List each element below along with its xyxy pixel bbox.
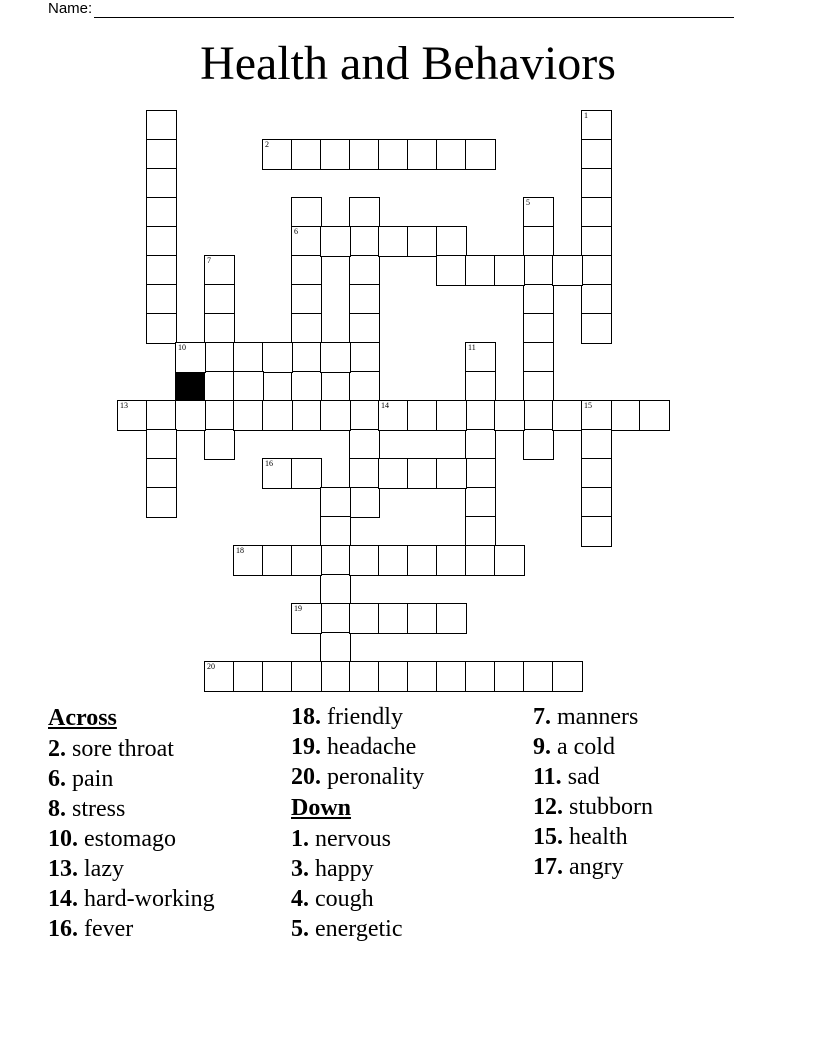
clue-item bbox=[533, 852, 653, 882]
grid-cell[interactable] bbox=[291, 226, 322, 257]
grid-cell[interactable] bbox=[320, 226, 351, 257]
page-title: Health and Behaviors bbox=[200, 37, 616, 90]
grid-cell[interactable] bbox=[407, 545, 438, 576]
grid-cell[interactable] bbox=[204, 313, 235, 344]
grid-cell[interactable] bbox=[262, 342, 293, 373]
clue-num: 6. bbox=[48, 766, 66, 792]
grid-cell[interactable] bbox=[378, 226, 409, 257]
grid-cell[interactable] bbox=[581, 110, 612, 141]
grid-cell[interactable] bbox=[262, 458, 293, 489]
clue-item bbox=[533, 702, 653, 732]
grid-cell[interactable] bbox=[146, 429, 177, 460]
grid-cell[interactable] bbox=[523, 284, 554, 315]
grid-cell[interactable] bbox=[378, 661, 409, 692]
grid-cell[interactable] bbox=[610, 400, 641, 431]
clue-item bbox=[291, 914, 424, 944]
clue-num: 16. bbox=[48, 916, 78, 942]
clue-item bbox=[48, 884, 215, 914]
clue-item bbox=[533, 822, 653, 852]
clue-item bbox=[533, 732, 653, 762]
clue-number-6: 6 bbox=[294, 227, 298, 236]
clue-item bbox=[533, 762, 653, 792]
name-label: Name: bbox=[48, 0, 93, 17]
grid-cell[interactable] bbox=[349, 603, 380, 634]
clue-num: 8. bbox=[48, 796, 66, 822]
grid-cell[interactable] bbox=[320, 400, 351, 431]
grid-cell[interactable] bbox=[204, 429, 235, 460]
grid-cell[interactable] bbox=[552, 400, 583, 431]
grid-cell[interactable] bbox=[117, 400, 148, 431]
clue-num: 3. bbox=[291, 856, 309, 882]
grid-cell[interactable] bbox=[523, 342, 554, 373]
clue-item bbox=[48, 914, 215, 944]
grid-cell[interactable] bbox=[146, 226, 177, 257]
clue-text: health bbox=[569, 824, 628, 850]
grid-cell[interactable] bbox=[146, 487, 177, 518]
clue-text: angry bbox=[569, 854, 624, 880]
grid-cell[interactable] bbox=[581, 139, 612, 170]
grid-cell[interactable] bbox=[320, 139, 351, 170]
clue-num: 19. bbox=[291, 734, 321, 760]
grid-cell[interactable] bbox=[291, 139, 322, 170]
clue-item bbox=[291, 762, 424, 792]
grid-cell[interactable] bbox=[407, 400, 438, 431]
clue-item bbox=[533, 792, 653, 822]
grid-cell[interactable] bbox=[407, 139, 438, 170]
clue-text: pain bbox=[72, 766, 114, 792]
grid-cell[interactable] bbox=[581, 255, 612, 286]
grid-cell[interactable] bbox=[349, 545, 380, 576]
grid-cell[interactable] bbox=[175, 400, 206, 431]
grid-cell[interactable] bbox=[349, 255, 380, 286]
grid-cell[interactable] bbox=[320, 661, 351, 692]
clue-item bbox=[48, 734, 215, 764]
grid-cell[interactable] bbox=[465, 458, 496, 489]
grid-cell[interactable] bbox=[494, 545, 525, 576]
grid-cell[interactable] bbox=[523, 197, 554, 228]
grid-cell[interactable] bbox=[320, 516, 351, 547]
clue-num: 13. bbox=[48, 856, 78, 882]
grid-cell[interactable] bbox=[349, 371, 380, 402]
grid-cell[interactable] bbox=[523, 429, 554, 460]
grid-cell[interactable] bbox=[204, 371, 235, 402]
clue-text: fever bbox=[84, 916, 134, 942]
clue-text: hard-working bbox=[84, 886, 215, 912]
clue-column-1 bbox=[48, 702, 215, 944]
grid-cell[interactable] bbox=[465, 487, 496, 518]
grid-cell[interactable] bbox=[291, 458, 322, 489]
grid-cell[interactable] bbox=[465, 255, 496, 286]
clue-text: happy bbox=[315, 856, 374, 882]
grid-cell[interactable] bbox=[320, 487, 351, 518]
grid-cell[interactable] bbox=[291, 197, 322, 228]
grid-cell[interactable] bbox=[581, 487, 612, 518]
grid-cell[interactable] bbox=[291, 284, 322, 315]
grid-cell[interactable] bbox=[581, 516, 612, 547]
clue-text: estomago bbox=[84, 826, 176, 852]
clue-number-20: 20 bbox=[207, 662, 215, 671]
clue-num: 4. bbox=[291, 886, 309, 912]
clue-item bbox=[48, 824, 215, 854]
grid-cell[interactable] bbox=[204, 255, 235, 286]
grid-cell[interactable] bbox=[262, 545, 293, 576]
grid-cell[interactable] bbox=[581, 284, 612, 315]
grid-cell[interactable] bbox=[146, 458, 177, 489]
grid-cell[interactable] bbox=[349, 400, 380, 431]
grid-cell[interactable] bbox=[349, 313, 380, 344]
clue-item bbox=[291, 824, 424, 854]
clue-item bbox=[291, 884, 424, 914]
grid-cell[interactable] bbox=[436, 661, 467, 692]
clue-heading-across: Across bbox=[48, 705, 117, 731]
grid-cell[interactable] bbox=[494, 661, 525, 692]
grid-cell[interactable] bbox=[436, 226, 467, 257]
grid-cell[interactable] bbox=[349, 661, 380, 692]
grid-cell[interactable] bbox=[465, 661, 496, 692]
grid-cell[interactable] bbox=[320, 632, 351, 663]
grid-cell[interactable] bbox=[320, 545, 351, 576]
clue-number-7: 7 bbox=[207, 256, 211, 265]
grid-cell[interactable] bbox=[146, 197, 177, 228]
grid-cell[interactable] bbox=[349, 284, 380, 315]
grid-cell[interactable] bbox=[581, 313, 612, 344]
grid-cell[interactable] bbox=[291, 342, 322, 373]
grid-cell[interactable] bbox=[436, 603, 467, 634]
grid-cell[interactable] bbox=[146, 284, 177, 315]
grid-cell[interactable] bbox=[523, 371, 554, 402]
grid-cell[interactable] bbox=[552, 255, 583, 286]
grid-cell[interactable] bbox=[204, 661, 235, 692]
clue-heading-down: Down bbox=[291, 795, 352, 821]
clue-number-18: 18 bbox=[236, 546, 244, 555]
grid-cell[interactable] bbox=[146, 168, 177, 199]
clue-item bbox=[291, 732, 424, 762]
clue-num: 1. bbox=[291, 826, 309, 852]
clue-text: stress bbox=[72, 796, 126, 822]
grid-cell[interactable] bbox=[233, 371, 264, 402]
clue-text: lazy bbox=[84, 856, 124, 882]
clue-num: 12. bbox=[533, 794, 563, 820]
grid-cell[interactable] bbox=[436, 139, 467, 170]
grid-cell[interactable] bbox=[407, 458, 438, 489]
grid-cell[interactable] bbox=[494, 400, 525, 431]
grid-cell[interactable] bbox=[233, 661, 264, 692]
grid-cell[interactable] bbox=[494, 255, 525, 286]
grid-cell[interactable] bbox=[581, 429, 612, 460]
grid-cell[interactable] bbox=[523, 313, 554, 344]
clue-text: peronality bbox=[327, 764, 425, 790]
grid-cell[interactable] bbox=[146, 139, 177, 170]
grid-cell[interactable] bbox=[523, 400, 554, 431]
grid-cell[interactable] bbox=[204, 400, 235, 431]
grid-cell[interactable] bbox=[465, 371, 496, 402]
grid-cell[interactable] bbox=[523, 661, 554, 692]
grid-cell[interactable] bbox=[262, 661, 293, 692]
clue-num: 7. bbox=[533, 704, 551, 730]
grid-cell[interactable] bbox=[291, 603, 322, 634]
grid-cell[interactable] bbox=[349, 487, 380, 518]
grid-cell[interactable] bbox=[436, 400, 467, 431]
grid-cell[interactable] bbox=[407, 603, 438, 634]
clue-text: stubborn bbox=[569, 794, 653, 820]
grid-cell[interactable] bbox=[204, 342, 235, 373]
grid-cell[interactable] bbox=[378, 545, 409, 576]
clue-number-19: 19 bbox=[294, 604, 302, 613]
clue-num: 2. bbox=[48, 736, 66, 762]
clue-item bbox=[291, 854, 424, 884]
grid-cell[interactable] bbox=[262, 400, 293, 431]
clue-text: headache bbox=[327, 734, 417, 760]
grid-cell[interactable] bbox=[233, 342, 264, 373]
grid-cell[interactable] bbox=[581, 400, 612, 431]
grid-cell[interactable] bbox=[378, 139, 409, 170]
grid-cell[interactable] bbox=[233, 400, 264, 431]
grid-cell[interactable] bbox=[407, 226, 438, 257]
clue-num: 5. bbox=[291, 916, 309, 942]
grid-cell[interactable] bbox=[378, 603, 409, 634]
clue-number-10: 10 bbox=[178, 343, 186, 352]
clue-number-2: 2 bbox=[265, 140, 269, 149]
grid-cell[interactable] bbox=[291, 371, 322, 402]
grid-cell[interactable] bbox=[291, 545, 322, 576]
clue-num: 14. bbox=[48, 886, 78, 912]
grid-cell[interactable] bbox=[465, 400, 496, 431]
grid-cell[interactable] bbox=[146, 400, 177, 431]
clue-number-16: 16 bbox=[265, 459, 273, 468]
grid-cell[interactable] bbox=[523, 255, 554, 286]
clue-text: sad bbox=[567, 764, 600, 790]
clue-item bbox=[48, 764, 215, 794]
grid-cell[interactable] bbox=[349, 342, 380, 373]
grid-cell[interactable] bbox=[349, 197, 380, 228]
grid-cell[interactable] bbox=[233, 545, 264, 576]
grid-cell[interactable] bbox=[407, 661, 438, 692]
grid-cell[interactable] bbox=[320, 342, 351, 373]
clue-number-11: 11 bbox=[468, 343, 476, 352]
grid-cell[interactable] bbox=[146, 110, 177, 141]
grid-cell[interactable] bbox=[146, 255, 177, 286]
clue-text: cough bbox=[315, 886, 374, 912]
grid-cell[interactable] bbox=[378, 458, 409, 489]
clue-num: 11. bbox=[533, 764, 562, 790]
grid-cell[interactable] bbox=[291, 400, 322, 431]
clue-num: 15. bbox=[533, 824, 563, 850]
clue-number-1: 1 bbox=[584, 111, 588, 120]
grid-cell[interactable] bbox=[291, 661, 322, 692]
grid-cell[interactable] bbox=[320, 574, 351, 605]
grid-cell[interactable] bbox=[465, 139, 496, 170]
clue-column-2 bbox=[291, 702, 424, 944]
grid-cell[interactable] bbox=[378, 400, 409, 431]
clue-text: sore throat bbox=[72, 736, 174, 762]
clue-num: 20. bbox=[291, 764, 321, 790]
grid-cell[interactable] bbox=[291, 255, 322, 286]
clue-number-15: 15 bbox=[584, 401, 592, 410]
clue-text: manners bbox=[557, 704, 639, 730]
clue-text: nervous bbox=[315, 826, 391, 852]
clue-num: 9. bbox=[533, 734, 551, 760]
grid-cell[interactable] bbox=[465, 342, 496, 373]
grid-cell[interactable] bbox=[465, 516, 496, 547]
grid-cell[interactable] bbox=[581, 226, 612, 257]
clue-number-13: 13 bbox=[120, 401, 128, 410]
grid-cell[interactable] bbox=[581, 197, 612, 228]
grid-cell[interactable] bbox=[436, 255, 467, 286]
clue-num: 17. bbox=[533, 854, 563, 880]
grid-cell[interactable] bbox=[204, 284, 235, 315]
grid-cell[interactable] bbox=[349, 458, 380, 489]
clue-item bbox=[48, 854, 215, 884]
grid-cell[interactable] bbox=[349, 139, 380, 170]
grid-cell[interactable] bbox=[175, 342, 206, 373]
grid-cell[interactable] bbox=[349, 429, 380, 460]
clue-num: 18. bbox=[291, 704, 321, 730]
clue-number-5: 5 bbox=[526, 198, 530, 207]
clue-num: 10. bbox=[48, 826, 78, 852]
clue-item bbox=[291, 702, 424, 732]
grid-cell[interactable] bbox=[465, 545, 496, 576]
clue-item bbox=[48, 794, 215, 824]
grid-cell[interactable] bbox=[146, 313, 177, 344]
grid-cell[interactable] bbox=[436, 458, 467, 489]
black-cell bbox=[175, 371, 206, 402]
grid-cell[interactable] bbox=[465, 429, 496, 460]
grid-cell[interactable] bbox=[581, 168, 612, 199]
clue-column-3 bbox=[533, 702, 653, 882]
grid-cell[interactable] bbox=[639, 400, 670, 431]
clue-text: a cold bbox=[557, 734, 615, 760]
grid-cell[interactable] bbox=[552, 661, 583, 692]
grid-cell[interactable] bbox=[262, 139, 293, 170]
clue-text: energetic bbox=[315, 916, 403, 942]
grid-cell[interactable] bbox=[523, 226, 554, 257]
grid-cell[interactable] bbox=[291, 313, 322, 344]
grid-cell[interactable] bbox=[349, 226, 380, 257]
grid-cell[interactable] bbox=[436, 545, 467, 576]
clue-text: friendly bbox=[327, 704, 403, 730]
clue-number-14: 14 bbox=[381, 401, 389, 410]
grid-cell[interactable] bbox=[320, 603, 351, 634]
grid-cell[interactable] bbox=[581, 458, 612, 489]
